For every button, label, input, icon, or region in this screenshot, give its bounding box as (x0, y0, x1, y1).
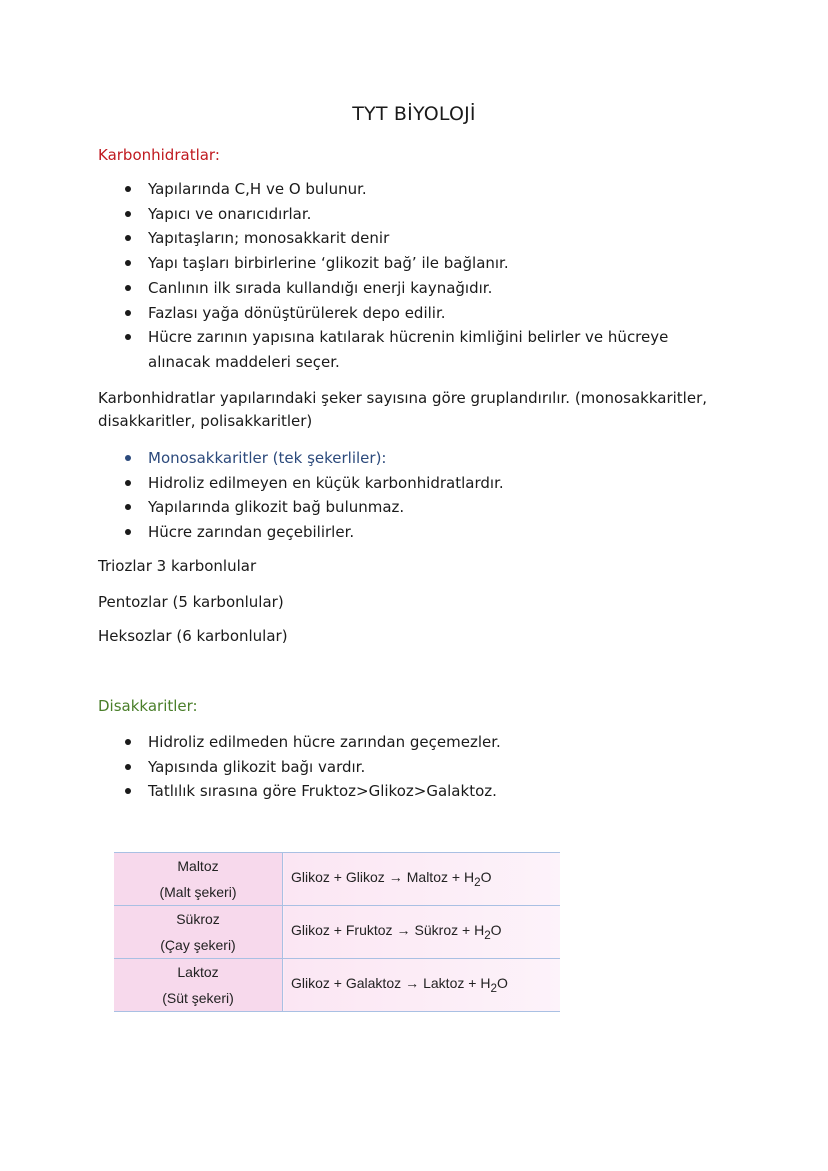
reaction-reactants: Glikoz + Glikoz (291, 869, 385, 886)
list-item: Hücre zarından geçebilirler. (98, 520, 738, 545)
trioses-line: Triozlar 3 karbonlular (98, 557, 257, 575)
table-row (114, 853, 560, 906)
list-item: Tatlılık sırasına göre Fruktoz>Glikoz>Galaktoz. (98, 779, 738, 804)
bullet-icon (125, 285, 131, 291)
sugar-name: Laktoz (177, 964, 219, 980)
carbohydrates-bullet-list (98, 177, 738, 375)
list-item: Yapısında glikozit bağı vardır. (98, 755, 738, 780)
bullet-icon (125, 260, 131, 266)
table-cell-reaction (283, 853, 561, 906)
list-item: Fazlası yağa dönüştürülerek depo edilir. (98, 301, 738, 326)
monosaccharides-bullet-list (98, 446, 738, 545)
bullet-icon (125, 764, 131, 770)
disaccharides-bullet-list (98, 730, 738, 804)
list-item: Yapılarında C,H ve O bulunur. (98, 177, 738, 202)
arrow-icon: → (405, 975, 420, 992)
sugar-name: Sükroz (176, 911, 220, 927)
bullet-icon (125, 310, 131, 316)
classification-paragraph: Karbonhidratlar yapılarındaki şeker sayısına göre gruplandırılır. (monosakkaritler, disakkaritler, polisakkaritler) (98, 389, 708, 430)
reaction-product: Laktoz + (423, 975, 477, 992)
bullet-icon (125, 235, 131, 241)
water-formula: $H_2O$ (463, 869, 492, 889)
list-item: Hidroliz edilmeden hücre zarından geçemezler. (98, 730, 738, 755)
list-item: Yapı taşları birbirlerine ‘glikozit bağ’ ile bağlanır. (98, 251, 738, 276)
list-item: Hücre zarının yapısına katılarak hücrenin kimliğini belirler ve hücreye alınacak maddeleri seçer. (98, 325, 728, 374)
bullet-icon (125, 455, 131, 461)
list-item: Yapıcı ve onarıcıdırlar. (98, 202, 738, 227)
disaccharide-table (114, 852, 560, 1012)
bullet-icon (125, 186, 131, 192)
table-row (114, 906, 560, 959)
sugar-name: Maltoz (177, 858, 219, 874)
hexoses-line: Heksozlar (6 karbonlular) (98, 627, 288, 645)
water-formula: $H_2O$ (474, 922, 502, 942)
page-title: TYT BİYOLOJİ (352, 103, 476, 125)
carbohydrates-heading: Karbonhidratlar: (98, 146, 220, 164)
bullet-icon (125, 480, 131, 486)
arrow-icon: → (388, 869, 403, 886)
bullet-icon (125, 504, 131, 510)
water-formula: $H_2O$ (480, 975, 508, 995)
bullet-icon (125, 334, 131, 340)
table-cell-name (114, 959, 283, 1012)
reaction-product: Maltoz + (406, 869, 461, 886)
table-cell-name (114, 853, 283, 906)
reaction-reactants: Glikoz + Galaktoz (291, 975, 402, 992)
table-cell-name (114, 906, 283, 959)
bullet-icon (125, 739, 131, 745)
list-item: Yapıtaşların; monosakkarit denir (98, 226, 738, 251)
sugar-common-name: (Süt şekeri) (162, 990, 234, 1006)
bullet-icon (125, 211, 131, 217)
list-item: Hidroliz edilmeyen en küçük karbonhidratlardır. (98, 471, 738, 496)
monosaccharides-subheading: Monosakkaritler (tek şekerliler): (98, 446, 738, 471)
arrow-icon: → (396, 922, 411, 939)
table-cell-reaction (283, 906, 561, 959)
reaction-reactants: Glikoz + Fruktoz (291, 922, 393, 939)
bullet-icon (125, 529, 131, 535)
table-cell-reaction (283, 959, 561, 1012)
pentoses-line: Pentozlar (5 karbonlular) (98, 593, 284, 611)
sugar-common-name: (Çay şekeri) (160, 937, 236, 953)
sugar-common-name: (Malt şekeri) (159, 884, 237, 900)
list-item: Yapılarında glikozit bağ bulunmaz. (98, 495, 738, 520)
list-item: Canlının ilk sırada kullandığı enerji kaynağıdır. (98, 276, 738, 301)
bullet-icon (125, 788, 131, 794)
disaccharides-heading: Disakkaritler: (98, 697, 198, 715)
reaction-product: Sükroz + (414, 922, 471, 939)
table-row (114, 959, 560, 1012)
